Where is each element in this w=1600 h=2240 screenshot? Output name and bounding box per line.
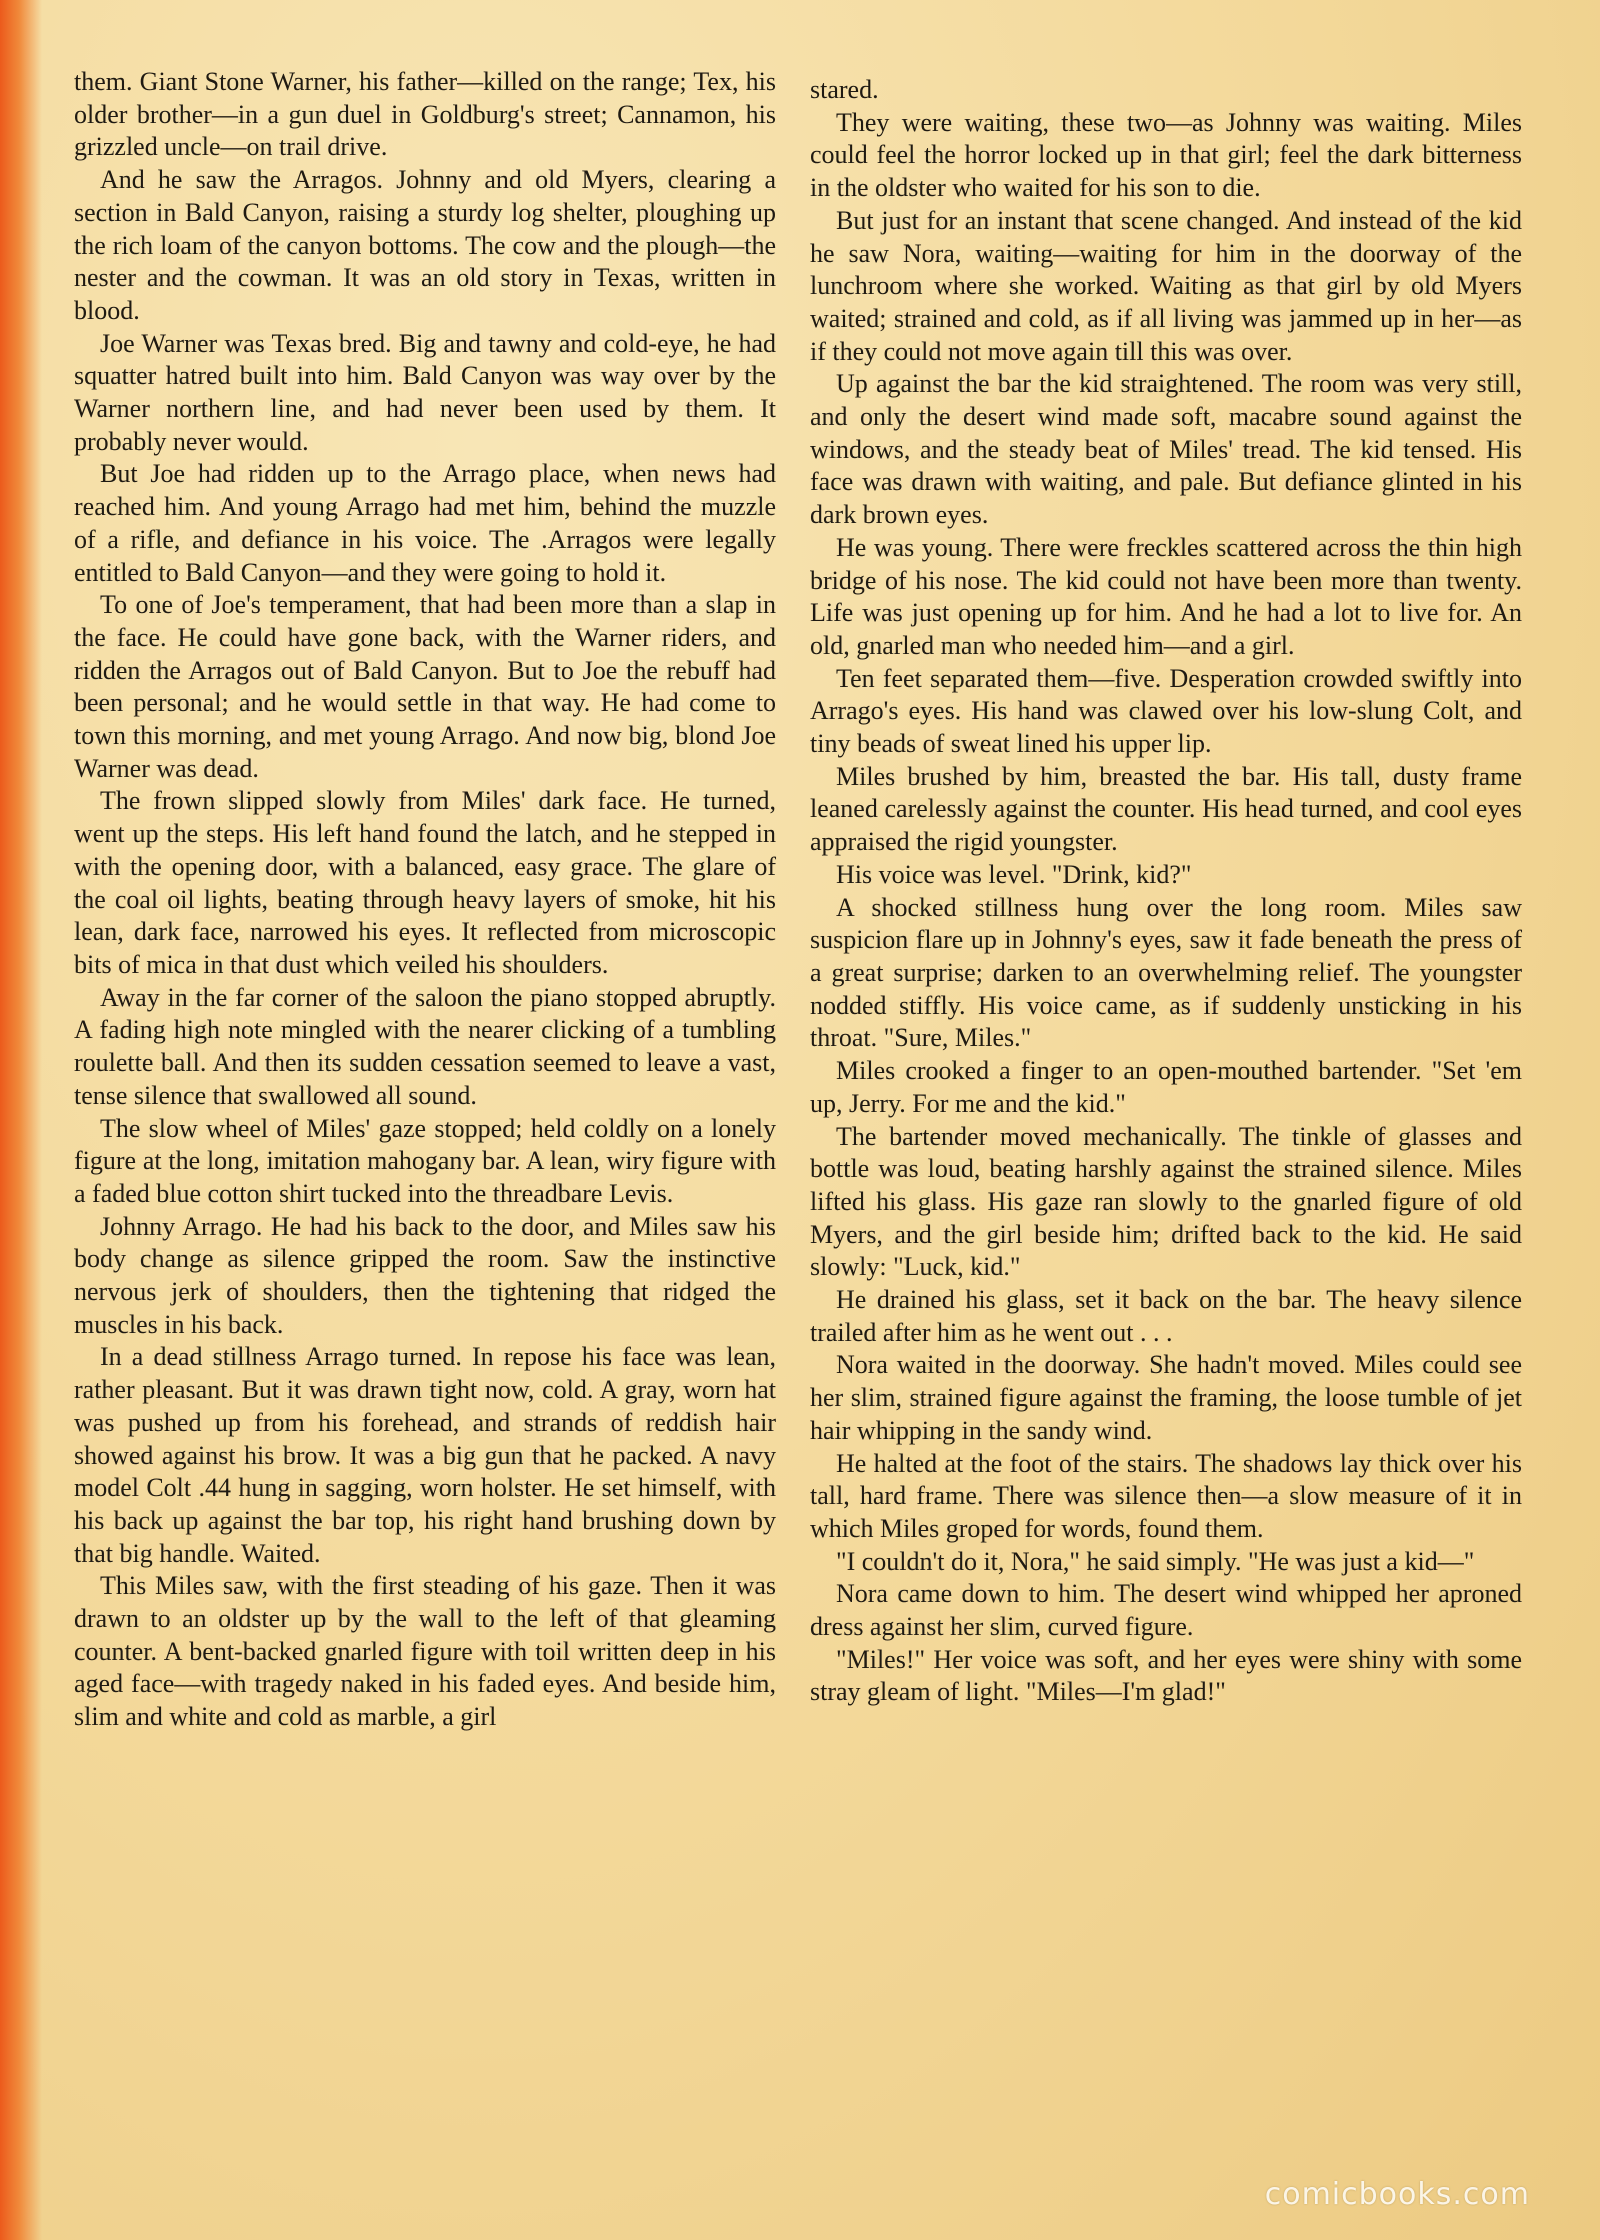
paragraph: "Miles!" Her voice was soft, and her eyes were shiny with some stray gleam of light. "Miles—I'm glad!" — [810, 1644, 1522, 1707]
paragraph: Ten feet separated them—five. Desperation crowded swiftly into Arrago's eyes. His hand was clawed over his low-slung Colt, and tiny beads of sweat lined his upper lip. — [810, 663, 1522, 759]
watermark: comicbooks.com — [1264, 2177, 1530, 2212]
paragraph: The slow wheel of Miles' gaze stopped; held coldly on a lonely figure at the long, imitation mahogany bar. A lean, wiry figure with a faded blue cotton shirt tucked into the threadbare Levis. — [74, 1113, 776, 1208]
paragraph: Away in the far corner of the saloon the piano stopped abruptly. A fading high note mingled with the nearer clicking of a tumbling roulette ball. And then its sudden cessation seemed to leave a vast, tense silence that swallowed all sound. — [74, 982, 776, 1110]
paragraph: Joe Warner was Texas bred. Big and tawny and cold-eye, he had squatter hatred built into him. Bald Canyon was way over by the Warner northern line, and had never been used by them. It probably never would. — [74, 328, 776, 456]
paragraph: He drained his glass, set it back on the bar. The heavy silence trailed after him as he went out . . . — [810, 1285, 1522, 1347]
paragraph: stared. — [810, 75, 879, 104]
paragraph: This Miles saw, with the first steading of his gaze. Then it was drawn to an oldster up by the wall to the left of that gleaming counter. A bent-backed gnarled figure with toil written deep in his aged face—with tragedy naked in his faded eyes. And beside him, slim and white and cold as marble, a girl — [74, 1571, 776, 1732]
paragraph: He was young. There were freckles scattered across the thin high bridge of his nose. The kid could not have been more than twenty. Life was just opening up for him. And he had a lot to live for. An old, gnarled man who needed him—and a girl. — [810, 532, 1522, 660]
page-edge — [0, 0, 42, 2240]
paragraph: A shocked stillness hung over the long room. Miles saw suspicion flare up in Johnny's eyes, saw it fade beneath the press of a great surprise; darken to an overwhelming relief. The youngster nodded stiffly. His voice came, as if suddenly unsticking in his throat. "Sure, Miles." — [810, 892, 1522, 1053]
paragraph: The frown slipped slowly from Miles' dark face. He turned, went up the steps. His left hand found the latch, and he stepped in with the opening door, with a balanced, easy grace. The glare of the coal oil lights, beating through heavy layers of smoke, hit his lean, dark face, narrowed his eyes. It reflected from microscopic bits of mica in that dust which veiled his shoulders. — [74, 786, 776, 979]
paragraph: Johnny Arrago. He had his back to the door, and Miles saw his body change as silence gripped the room. Saw the instinctive nervous jerk of shoulders, then the tightening that ridged the muscles in his back. — [74, 1211, 776, 1339]
paragraph: Miles brushed by him, breasted the bar. His tall, dusty frame leaned carelessly against the counter. His head turned, and cool eyes appraised the rigid youngster. — [810, 761, 1522, 857]
paragraph: But just for an instant that scene changed. And instead of the kid he saw Nora, waiting—waiting for him in the doorway of the lunchroom where she worked. Waiting as that girl by old Myers waited; strained and cold, as if all living was jammed up in her—as if they could not move again till this was over. — [810, 205, 1522, 366]
paragraph: Up against the bar the kid straightened. The room was very still, and only the desert wind made soft, macabre sound against the windows, and the steady beat of Miles' tread. The kid tensed. His face was drawn with waiting, and pale. But defiance glinted in his dark brown eyes. — [810, 369, 1522, 530]
paragraph: But Joe had ridden up to the Arrago place, when news had reached him. And young Arrago had met him, behind the muzzle of a rifle, and defiance in his voice. The .Arragos were legally entitled to Bald Canyon—and they were going to hold it. — [74, 459, 776, 587]
paragraph: They were waiting, these two—as Johnny was waiting. Miles could feel the horror locked up in that girl; feel the dark bitterness in the oldster who waited for his son to die. — [810, 107, 1522, 203]
paragraph: And he saw the Arragos. Johnny and old Myers, clearing a section in Bald Canyon, raising a sturdy log shelter, ploughing up the rich loam of the canyon bottoms. The cow and the plough—the nester and the cowman. It was an old story in Texas, written in blood. — [74, 165, 776, 325]
paragraph: The bartender moved mechanically. The tinkle of glasses and bottle was loud, beating harshly against the strained silence. Miles lifted his glass. His gaze ran slowly to the gnarled figure of old Myers, and the girl beside him; drifted back to the kid. He said slowly: "Luck, kid." — [810, 1121, 1522, 1282]
paragraph: To one of Joe's temperament, that had been more than a slap in the face. He could have gone back, with the Warner riders, and ridden the Arragos out of Bald Canyon. But to Joe the rebuff had been personal; and he would settle in that way. He had come to town this morning, and met young Arrago. And now big, blond Joe Warner was dead. — [74, 590, 776, 783]
paragraph: them. Giant Stone Warner, his father—killed on the range; Tex, his older brother—in a gun duel in Goldburg's street; Cannamon, his grizzled uncle—on trail drive. — [74, 67, 776, 162]
left-text-column — [74, 66, 776, 1734]
paragraph: "I couldn't do it, Nora," he said simply. "He was just a kid—" — [836, 1546, 1475, 1576]
paragraph: Nora waited in the doorway. She hadn't moved. Miles could see her slim, strained figure against the framing, the loose tumble of jet hair whipping in the sandy wind. — [810, 1350, 1522, 1445]
paragraph: Miles crooked a finger to an open-mouthed bartender. "Set 'em up, Jerry. For me and the kid." — [810, 1056, 1522, 1118]
paragraph: Nora came down to him. The desert wind whipped her aproned dress against her slim, curved figure. — [810, 1579, 1522, 1642]
paragraph: His voice was level. "Drink, kid?" — [836, 859, 1192, 889]
paragraph: In a dead stillness Arrago turned. In repose his face was lean, rather pleasant. But it was drawn tight now, cold. A gray, worn hat was pushed up from his forehead, and strands of reddish hair showed against his brow. It was a big gun that he packed. A navy model Colt .44 hung in sagging, worn holster. He set himself, with his back up against the bar top, his right hand brushing down by that big handle. Waited. — [74, 1342, 776, 1568]
paragraph: He halted at the foot of the stairs. The shadows lay thick over his tall, hard frame. There was silence then—a slow measure of it in which Miles groped for words, found them. — [810, 1448, 1522, 1543]
right-text-column — [810, 74, 1522, 1709]
